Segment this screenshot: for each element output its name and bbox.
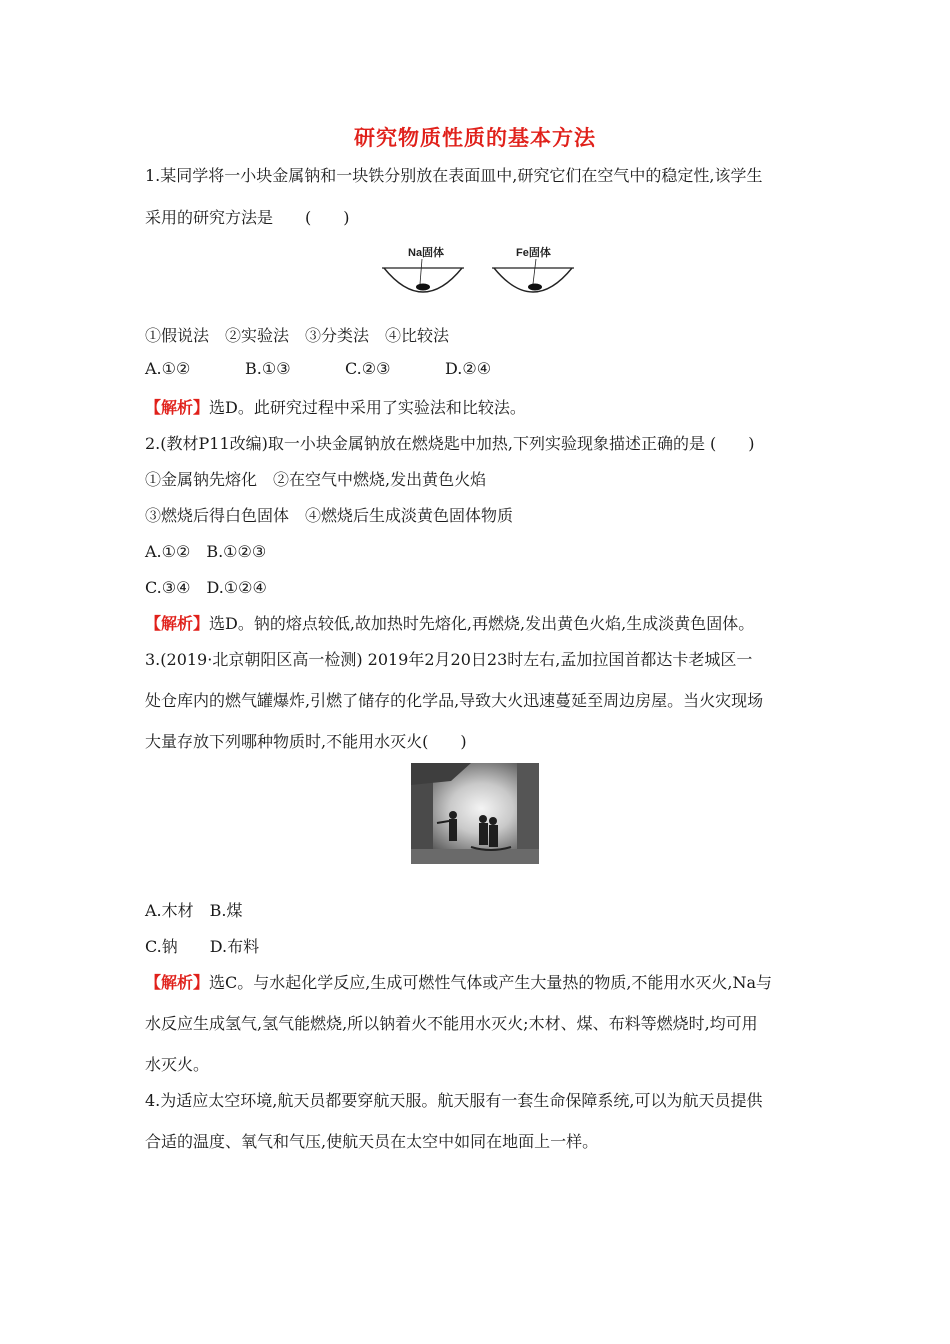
- watch-glass-diagram: [380, 240, 580, 300]
- q1-option-c: C.②③: [345, 359, 391, 378]
- q2-analysis-text: 选D。钠的熔点较低,故加热时先熔化,再燃烧,发出黄色火焰,生成淡黄色固体。: [209, 614, 755, 633]
- q1-stem-line1: 1.某同学将一小块金属钠和一块铁分别放在表面皿中,研究它们在空气中的稳定性,该学生: [145, 166, 763, 185]
- q1-option-a: A.①②: [145, 359, 191, 378]
- q4-stem-line2: 合适的温度、氧气和气压,使航天员在太空中如同在地面上一样。: [145, 1132, 599, 1151]
- q1-option-b: B.①③: [245, 359, 291, 378]
- q1-analysis-text: 选D。此研究过程中采用了实验法和比较法。: [209, 398, 526, 417]
- q2-options-line1: A.①② B.①②③: [145, 542, 267, 561]
- analysis-tag: 【解析】: [145, 973, 210, 992]
- na-solid-lump: [416, 284, 430, 291]
- q3-options-line2: C.钠 D.布料: [145, 937, 260, 956]
- q3-analysis-line1: [145, 970, 772, 993]
- firefighters-image: [411, 763, 539, 864]
- q1-option-d: D.②④: [445, 359, 492, 378]
- q2-options-line2: C.③④ D.①②④: [145, 578, 267, 597]
- q1-options: [145, 359, 491, 378]
- q3-stem-line2: 处仓库内的燃气罐爆炸,引燃了储存的化学品,导致大火迅速蔓延至周边房屋。当火灾现场: [145, 691, 764, 710]
- q2-stem: 2.(教材P11改编)取一小块金属钠放在燃烧匙中加热,下列实验现象描述正确的是 ( ): [145, 434, 755, 453]
- q3-options-line1: A.木材 B.煤: [145, 901, 243, 920]
- q1-figure: [380, 240, 580, 300]
- na-label: Na固体: [408, 247, 445, 259]
- q3-analysis-line3: 水灭火。: [145, 1055, 210, 1074]
- fire-scene-photo: [411, 763, 539, 864]
- analysis-tag: 【解析】: [145, 614, 210, 633]
- q1-methods: ①假说法 ②实验法 ③分类法 ④比较法: [145, 326, 450, 345]
- q2-statements-line2: ③燃烧后得白色固体 ④燃烧后生成淡黄色固体物质: [145, 506, 514, 525]
- q2-analysis: [145, 611, 754, 634]
- q3-stem-line1: 3.(2019·北京朝阳区高一检测) 2019年2月20日23时左右,孟加拉国首都达卡老城区一: [145, 650, 753, 669]
- fe-solid-lump: [528, 284, 542, 291]
- fe-label: Fe固体: [516, 247, 551, 259]
- analysis-tag: 【解析】: [145, 398, 210, 417]
- q2-statements-line1: ①金属钠先熔化 ②在空气中燃烧,发出黄色火焰: [145, 470, 487, 489]
- q1-stem-line2: 采用的研究方法是 ( ): [145, 208, 350, 227]
- q4-stem-line1: 4.为适应太空环境,航天员都要穿航天服。航天服有一套生命保障系统,可以为航天员提供: [145, 1091, 763, 1110]
- q3-analysis-line2: 水反应生成氢气,氢气能燃烧,所以钠着火不能用水灭火;木材、煤、布料等燃烧时,均可用: [145, 1014, 758, 1033]
- page-title: 研究物质性质的基本方法: [354, 126, 596, 150]
- q3-stem-line3: 大量存放下列哪种物质时,不能用水灭火( ): [145, 732, 467, 751]
- q3-analysis-text: 选C。与水起化学反应,生成可燃性气体或产生大量热的物质,不能用水灭火,Na与: [209, 973, 773, 992]
- q1-analysis: [145, 395, 526, 418]
